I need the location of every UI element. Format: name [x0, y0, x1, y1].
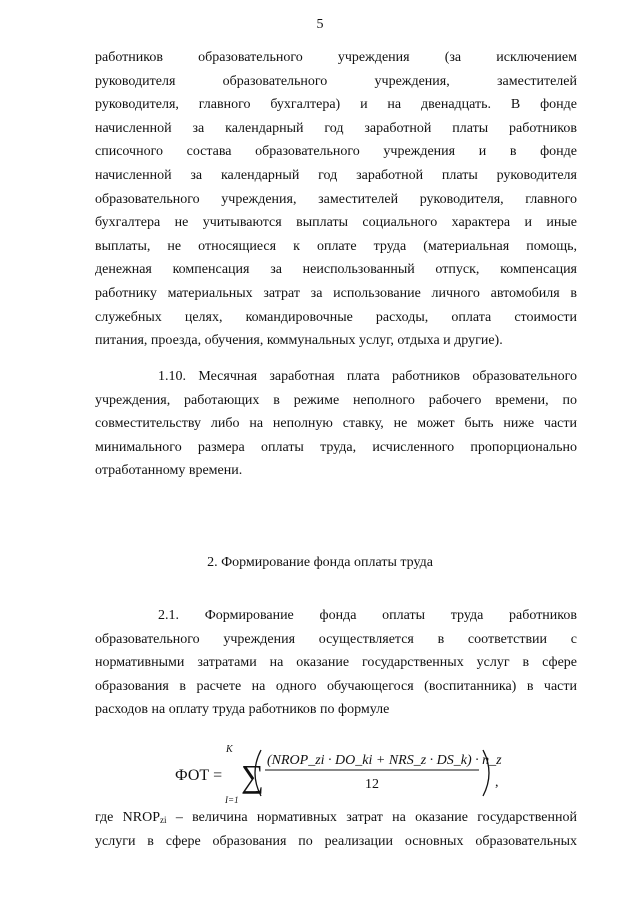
text-line: денежная компенсация за неиспользованный отпуск, компенсация	[95, 262, 577, 278]
text-line: нормативными затратами на оказание государственных услуг в сфере	[95, 655, 577, 671]
text-line: начисленной за календарный год заработной платы работников	[95, 120, 577, 136]
text-line: списочного состава образовательного учреждения и в фонде	[95, 144, 577, 160]
text-line: служебных целях, командировочные расходы, оплата стоимости	[95, 309, 577, 325]
text-line: расходов на оплату труда работников по формуле	[95, 702, 390, 718]
formula-lhs: ФОТ =	[175, 767, 223, 784]
paragraph-1-10	[95, 365, 577, 483]
section-heading: 2. Формирование фонда оплаты труда	[207, 555, 433, 570]
text-line: минимального размера оплаты труда, исчисленного пропорционально	[95, 439, 577, 455]
text-line: образования в расчете на одного обучающегося (воспитанника) в части	[95, 678, 577, 694]
text-line: 1.10. Месячная заработная плата работников образовательного	[158, 369, 577, 384]
sum-lower-limit: I=1	[225, 795, 239, 805]
paragraph-2-1	[95, 604, 577, 722]
text-line: учреждения, работающих в режиме неполного рабочего времени, по	[95, 392, 577, 408]
text-line: бухгалтера не учитываются выплаты социального характера и иные	[95, 215, 577, 231]
text-line: совместительству либо на неполную ставку, не может быть ниже части	[95, 416, 577, 432]
formula-trailing-comma: ,	[495, 775, 499, 790]
paragraph-where	[95, 806, 577, 853]
text-line: руководителя образовательного учреждения, заместителей	[95, 73, 577, 89]
where-subscript: zi	[160, 815, 167, 825]
text-line: начисленной за календарный год заработной платы руководителя	[95, 167, 577, 183]
text-line: питания, проезда, обучения, коммунальных услуг, отдыха и другие).	[95, 333, 503, 349]
text-line: работников образовательного учреждения (за исключением	[95, 50, 577, 65]
sum-sign-icon: ∑	[241, 758, 264, 794]
text-line: образовательного учреждения, заместителей руководителя, главного	[95, 191, 577, 207]
text-line: услуги в сфере образования по реализации основных образовательных	[95, 833, 577, 849]
sum-upper-limit: K	[226, 744, 233, 755]
formula-fot	[95, 740, 577, 806]
text-line: руководителя, главного бухгалтера) и на двенадцать. В фонде	[95, 97, 577, 113]
text-line: отработанному времени.	[95, 463, 243, 479]
text-line: выплаты, не относящиеся к оплате труда (материальная помощь,	[95, 238, 577, 254]
page-number: 5	[316, 17, 324, 32]
where-rest: – величина нормативных затрат на оказание государственной	[166, 810, 577, 825]
formula-numerator: (NROP_zi · DO_ki + NRS_z · DS_k) · n_z	[267, 753, 502, 768]
text-line: образовательного учреждения осуществляется в соответствии с	[95, 631, 577, 647]
where-prefix: где NROP	[95, 810, 161, 825]
text-line-where	[95, 806, 577, 830]
text-line: 2.1. Формирование фонда оплаты труда работников	[158, 608, 577, 623]
paragraph-continuation	[95, 46, 577, 353]
text-line: работнику материальных затрат за использование личного автомобиля в	[95, 285, 577, 301]
formula-denominator: 12	[365, 777, 379, 792]
